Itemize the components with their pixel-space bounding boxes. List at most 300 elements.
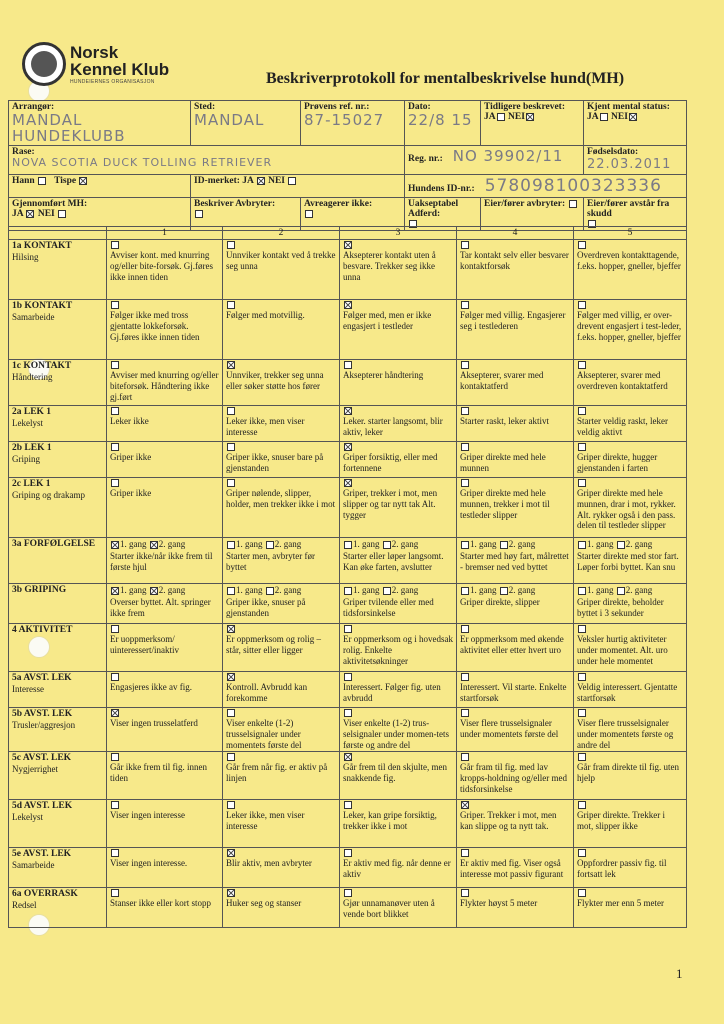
checkbox-tidligere-nei[interactable]: [526, 113, 534, 121]
section-name: Håndtering: [12, 371, 53, 382]
option-cell: [574, 584, 687, 624]
option-checkbox[interactable]: [461, 709, 469, 717]
section-code: 3b GRIPING: [12, 585, 67, 595]
row-label: [9, 538, 107, 584]
option-checkbox[interactable]: [578, 625, 586, 633]
option-checkbox[interactable]: [578, 361, 586, 369]
option-cell: [340, 708, 457, 752]
option-cell: [574, 300, 687, 360]
section-code: 1c KONTAKT: [12, 361, 72, 371]
option-cell: [223, 624, 340, 672]
option-checkbox[interactable]: [383, 587, 391, 595]
option-checkbox[interactable]: [227, 301, 235, 309]
checkbox-kjent-nei[interactable]: [629, 113, 637, 121]
gang-label: 2. gang: [274, 539, 302, 549]
option-text: Følger med, men er ikke engasjert i testleder: [343, 310, 432, 331]
option-cell: [107, 752, 223, 800]
option-text: Leker, kan gripe forsiktig, trekker ikke i mot: [343, 810, 437, 832]
option-text: Er aktiv med fig. Viser også interesse mot passiv figurant: [460, 858, 564, 880]
option-cell: [457, 300, 574, 360]
option-checkbox[interactable]: [344, 801, 352, 809]
option-text: Starter ikke/når ikke frem til første hjul: [110, 550, 213, 572]
option-cell: [574, 240, 687, 300]
option-checkbox[interactable]: [344, 479, 352, 487]
option-text: Griper ikke, snuser på gjenstanden: [226, 596, 306, 618]
option-cell: [107, 848, 223, 888]
table-row: [9, 624, 687, 672]
option-text: Viser enkelte (1-2) trusselsignaler under momentets første del: [226, 718, 302, 750]
option-checkbox[interactable]: [578, 849, 586, 857]
option-cell: [340, 240, 457, 300]
gang-label: 1. gang: [587, 585, 614, 595]
avreagerer-cell: Avreagerer ikke:: [301, 198, 405, 231]
option-text: Oppfordrer passiv fig. til fortsatt lek: [577, 858, 667, 880]
option-checkbox[interactable]: [111, 541, 119, 549]
option-text: Starter direkte med stor fart. Løper forbi byttet. Kan snu: [577, 550, 679, 572]
option-checkbox[interactable]: [578, 479, 586, 487]
option-cell: [223, 888, 340, 928]
option-cell: [457, 406, 574, 442]
option-text: Griper direkte med hele munnen, drar i mot, rykker. Alt. rykker også i den pass. delen til testleder slipper: [577, 488, 676, 531]
table-row: [9, 442, 687, 478]
hundens-id-value: 578098100323336: [484, 176, 662, 196]
option-checkbox[interactable]: [111, 709, 119, 717]
option-checkbox[interactable]: [383, 541, 391, 549]
option-checkbox[interactable]: [578, 241, 586, 249]
reg-cell: Reg. nr.: NO 39902/11: [405, 146, 584, 175]
option-checkbox[interactable]: [111, 889, 119, 897]
option-checkbox[interactable]: [461, 443, 469, 451]
row-label: [9, 800, 107, 848]
row-label: [9, 672, 107, 708]
option-text: Tar kontakt selv eller besvarer kontaktforsøk: [460, 250, 569, 271]
checkbox-idmerket-ja[interactable]: [257, 177, 265, 185]
kjonn-cell: Hann Tispe: [9, 175, 191, 198]
org-subtitle: HUNDEIERNES ORGANISASJON: [70, 79, 155, 85]
option-checkbox[interactable]: [150, 541, 158, 549]
option-cell: [340, 406, 457, 442]
checkbox-eierforer[interactable]: [569, 200, 577, 208]
option-checkbox[interactable]: [461, 625, 469, 633]
option-text: Huker seg og stanser: [226, 898, 302, 909]
option-cell: [107, 360, 223, 406]
option-cell: [574, 538, 687, 584]
option-text: Gjør unnamanøver uten å vende bort blikket: [343, 898, 435, 920]
option-text: Viser ingen interesse.: [110, 858, 188, 869]
option-cell: [574, 360, 687, 406]
option-cell: [340, 584, 457, 624]
checkbox-avreagerer[interactable]: [305, 210, 313, 218]
option-checkbox[interactable]: [344, 541, 352, 549]
option-text: Griper direkte, slipper: [460, 596, 540, 607]
row-label: [9, 848, 107, 888]
option-text: Overser byttet. Alt. springer ikke frem: [110, 596, 211, 618]
option-cell: [107, 538, 223, 584]
reg-value: NO 39902/11: [452, 147, 564, 165]
option-text: Følger med motvillig.: [226, 310, 305, 320]
row-label: [9, 360, 107, 406]
option-checkbox[interactable]: [227, 241, 235, 249]
row-label: [9, 584, 107, 624]
option-cell: [457, 360, 574, 406]
option-text: Unnviker, trekker seg unna eller søker støtte hos fører: [226, 370, 324, 391]
option-checkbox[interactable]: [227, 673, 235, 681]
option-text: Veldig interessert. Gjentatte startforsøk: [577, 682, 678, 703]
section-name: Griping og drakamp: [12, 489, 85, 500]
gang-label: 1. gang: [587, 539, 614, 549]
option-cell: [457, 708, 574, 752]
row-label: [9, 300, 107, 360]
option-cell: [340, 848, 457, 888]
option-text: Leker. starter langsomt, blir aktiv, leker: [343, 416, 443, 437]
table-row: [9, 708, 687, 752]
gang-label: 2. gang: [508, 539, 536, 549]
dato-value: 22/8 15: [408, 111, 473, 129]
option-checkbox[interactable]: [578, 801, 586, 809]
option-cell: [107, 800, 223, 848]
option-text: Griper ikke: [110, 452, 152, 462]
rase-cell: Rase: NOVA SCOTIA DUCK TOLLING RETRIEVER: [9, 146, 405, 175]
option-cell: [340, 538, 457, 584]
section-name: Lekelyst: [12, 417, 43, 428]
section-code: 2a LEK 1: [12, 407, 52, 417]
assessment-table: [8, 226, 687, 928]
option-checkbox[interactable]: [344, 849, 352, 857]
section-name: Lekelyst: [12, 812, 43, 823]
option-checkbox[interactable]: [344, 587, 352, 595]
kjent-cell: Kjent mental status: JA NEI: [584, 101, 687, 146]
eieravstar-cell: Eier/fører avstår fra skudd: [584, 198, 687, 231]
option-text: Unnviker kontakt ved å trekke seg unna: [226, 250, 336, 271]
row-label: [9, 624, 107, 672]
option-cell: [457, 240, 574, 300]
option-cell: [574, 442, 687, 478]
option-checkbox[interactable]: [461, 889, 469, 897]
option-checkbox[interactable]: [344, 407, 352, 415]
option-cell: [574, 708, 687, 752]
gang-label: 1. gang: [353, 585, 380, 595]
gang-label: 2. gang: [625, 585, 653, 595]
fodsel-cell: Fødselsdato: 22.03.2011: [584, 146, 687, 175]
option-text: Griper ikke, snuser bare på gjenstanden: [226, 452, 324, 473]
gjennomfort-cell: Gjennomført MH: JA NEI: [9, 198, 191, 231]
option-checkbox[interactable]: [578, 443, 586, 451]
option-text: Engasjeres ikke av fig.: [110, 682, 192, 692]
option-checkbox[interactable]: [461, 241, 469, 249]
option-checkbox[interactable]: [461, 801, 469, 809]
provens-value: 87-15027: [304, 111, 385, 129]
option-checkbox[interactable]: [578, 753, 586, 761]
section-name: Redsel: [12, 900, 37, 911]
option-checkbox[interactable]: [227, 801, 235, 809]
option-cell: [457, 442, 574, 478]
option-cell: [457, 848, 574, 888]
option-text: Går frem til den skjulte, men snakkende fig.: [343, 762, 447, 784]
row-label: [9, 708, 107, 752]
option-checkbox[interactable]: [344, 889, 352, 897]
option-cell: [574, 800, 687, 848]
option-text: Viser flere trusselsignaler under momentets første og andre del: [577, 718, 674, 750]
option-checkbox[interactable]: [344, 443, 352, 451]
option-checkbox[interactable]: [578, 407, 586, 415]
option-checkbox[interactable]: [227, 849, 235, 857]
section-name: Nygjerrighet: [12, 764, 58, 775]
option-checkbox[interactable]: [111, 801, 119, 809]
column-header-4: 4: [457, 227, 574, 240]
section-code: 2c LEK 1: [12, 479, 51, 489]
option-checkbox[interactable]: [227, 709, 235, 717]
option-text: Følger med villig, er over-drevent engasjert i test-leder, f.eks. hopper, gneller, bjeffer: [577, 310, 682, 342]
gang-label: 2. gang: [391, 539, 419, 549]
option-checkbox[interactable]: [227, 541, 235, 549]
option-checkbox[interactable]: [578, 301, 586, 309]
section-code: 6a OVERRASK: [12, 889, 78, 900]
option-text: Følger ikke med tross gjentatte lokkeforsøk. Gj.føres ikke innen tiden: [110, 310, 200, 342]
option-text: Viser enkelte (1-2) trus-selsignaler under momen-tets første og andre del: [343, 718, 449, 750]
option-checkbox[interactable]: [227, 587, 235, 595]
document-title: Beskriverprotokoll for mentalbeskrivelse hund(MH): [266, 70, 625, 87]
gang-label: 1. gang: [120, 585, 147, 595]
checkbox-avbryter[interactable]: [195, 210, 203, 218]
option-cell: [223, 800, 340, 848]
section-name: Trusler/aggresjon: [12, 719, 76, 730]
table-row: [9, 240, 687, 300]
org-name-block: [70, 44, 169, 85]
gang-label: 1. gang: [470, 539, 497, 549]
section-code: 5d AVST. LEK: [12, 801, 73, 812]
option-checkbox[interactable]: [578, 541, 586, 549]
option-text: Aksepterer kontakt uten å besvare. Trekker seg ikke unna: [343, 250, 436, 282]
option-text: Går fram til fig. med lav kropps-holdning og/eller med tidsforsinkelse: [460, 762, 567, 794]
option-cell: [223, 538, 340, 584]
dato-cell: Dato: 22/8 15: [405, 101, 481, 146]
option-text: Griper direkte, beholder byttet i 3 sekunder: [577, 596, 664, 618]
option-checkbox[interactable]: [461, 849, 469, 857]
option-cell: [223, 442, 340, 478]
option-text: Viser flere trusselsignaler under momentets første del: [460, 718, 559, 739]
option-cell: [457, 800, 574, 848]
option-cell: [457, 752, 574, 800]
option-cell: [223, 752, 340, 800]
section-code: 5e AVST. LEK: [12, 849, 72, 860]
section-code: 5b AVST. LEK: [12, 709, 73, 719]
option-text: Er oppmerksom med økende aktivitet eller etter hvert uro: [460, 634, 564, 655]
section-code: 1a KONTAKT: [12, 241, 72, 251]
option-checkbox[interactable]: [111, 407, 119, 415]
option-cell: [223, 478, 340, 538]
option-text: Griper direkte med hele munnen: [460, 452, 546, 473]
option-checkbox[interactable]: [227, 443, 235, 451]
option-checkbox[interactable]: [266, 541, 274, 549]
option-checkbox[interactable]: [344, 241, 352, 249]
option-checkbox[interactable]: [111, 241, 119, 249]
option-text: Griper. Trekker i mot, men kan slippe og ta nytt tak.: [460, 810, 557, 832]
option-checkbox[interactable]: [227, 479, 235, 487]
option-cell: [107, 300, 223, 360]
option-checkbox[interactable]: [111, 625, 119, 633]
option-checkbox[interactable]: [461, 301, 469, 309]
option-cell: [574, 406, 687, 442]
option-text: Går fram direkte til fig. uten hjelp: [577, 762, 679, 784]
option-cell: [107, 624, 223, 672]
checkbox-gjennomfort-nei[interactable]: [58, 210, 66, 218]
table-row: [9, 538, 687, 584]
option-text: Følger med villig. Engasjerer seg i testlederen: [460, 310, 566, 331]
section-code: 1b KONTAKT: [12, 301, 73, 311]
arrangor-value: MANDAL HUNDEKLUBB: [12, 111, 126, 145]
option-text: Aksepterer, svarer med overdreven kontaktatferd: [577, 370, 668, 391]
fodsel-value: 22.03.2011: [587, 157, 672, 172]
option-text: Er oppmerksom og rolig – står, sitter eller ligger: [226, 634, 321, 655]
option-cell: [107, 406, 223, 442]
option-text: Går ikke frem til fig. innen tiden: [110, 762, 207, 784]
table-row: [9, 888, 687, 928]
option-cell: [340, 624, 457, 672]
option-checkbox[interactable]: [344, 673, 352, 681]
row-label: [9, 478, 107, 538]
option-text: Starter eller løper langsomt. Kan øke farten, avslutter: [343, 550, 444, 572]
option-checkbox[interactable]: [578, 889, 586, 897]
option-cell: [457, 538, 574, 584]
option-checkbox[interactable]: [227, 753, 235, 761]
option-cell: [574, 478, 687, 538]
option-cell: [223, 300, 340, 360]
option-checkbox[interactable]: [344, 753, 352, 761]
option-checkbox[interactable]: [111, 849, 119, 857]
option-cell: [223, 672, 340, 708]
option-checkbox[interactable]: [344, 301, 352, 309]
option-cell: [574, 672, 687, 708]
option-checkbox[interactable]: [461, 673, 469, 681]
option-checkbox[interactable]: [578, 673, 586, 681]
option-cell: [574, 752, 687, 800]
option-checkbox[interactable]: [461, 407, 469, 415]
sted-value: MANDAL: [194, 111, 265, 129]
option-checkbox[interactable]: [578, 587, 586, 595]
option-cell: [457, 478, 574, 538]
option-text: Griper forsiktig, eller med fortennene: [343, 452, 438, 473]
gang-label: 1. gang: [120, 539, 147, 549]
checkbox-idmerket-nei[interactable]: [288, 177, 296, 185]
option-checkbox[interactable]: [227, 361, 235, 369]
column-header-5: 5: [574, 227, 687, 240]
row-label: [9, 406, 107, 442]
option-checkbox[interactable]: [461, 361, 469, 369]
checkbox-tispe[interactable]: [79, 177, 87, 185]
option-text: Viser ingen interesse: [110, 810, 185, 821]
option-checkbox[interactable]: [461, 587, 469, 595]
option-checkbox[interactable]: [227, 889, 235, 897]
section-code: 4 AKTIVITET: [12, 625, 73, 635]
option-checkbox[interactable]: [461, 479, 469, 487]
option-text: Griper direkte. Trekker i mot, slipper ikke: [577, 810, 665, 832]
option-checkbox[interactable]: [111, 361, 119, 369]
hundens-id-cell: Hundens ID-nr.: 578098100323336: [405, 175, 687, 198]
option-cell: [457, 672, 574, 708]
option-checkbox[interactable]: [578, 709, 586, 717]
option-checkbox[interactable]: [344, 361, 352, 369]
gang-label: 2. gang: [508, 585, 536, 595]
option-checkbox[interactable]: [111, 301, 119, 309]
option-text: Flykter høyst 5 meter: [460, 898, 538, 909]
table-row: [9, 406, 687, 442]
checkbox-hann[interactable]: [38, 177, 46, 185]
table-row: [9, 848, 687, 888]
option-checkbox[interactable]: [111, 587, 119, 595]
option-checkbox[interactable]: [617, 587, 625, 595]
checkbox-gjennomfort-ja[interactable]: [26, 210, 34, 218]
option-text: Starter med høy fart, målrettet - bremser ned ved byttet: [460, 550, 569, 572]
option-cell: [223, 240, 340, 300]
option-text: Går frem når fig. er aktiv på linjen: [226, 762, 328, 784]
option-cell: [107, 240, 223, 300]
option-text: Griper tvilende eller med tidsforsinkelse: [343, 596, 434, 618]
option-checkbox[interactable]: [344, 625, 352, 633]
option-checkbox[interactable]: [344, 709, 352, 717]
option-checkbox[interactable]: [150, 587, 158, 595]
option-checkbox[interactable]: [266, 587, 274, 595]
option-text: Leker ikke, men viser interesse: [226, 416, 305, 437]
option-checkbox[interactable]: [227, 625, 235, 633]
option-text: Griper nølende, slipper, holder, men trekker ikke i mot: [226, 488, 336, 509]
row-label: [9, 752, 107, 800]
option-text: Griper direkte, hugger gjenstanden i farten: [577, 452, 658, 473]
option-text: Leker ikke, men viser interesse: [226, 810, 305, 832]
option-checkbox[interactable]: [461, 753, 469, 761]
uakseptabel-cell: Uakseptabel Adferd:: [405, 198, 481, 231]
option-text: Avviser med knurring og/eller biteforsøk. Håndtering ikke gj.ført: [110, 370, 219, 402]
gang-label: 2. gang: [391, 585, 419, 595]
option-text: Overdreven kontakttagende, f.eks. hopper, gneller, bjeffer: [577, 250, 681, 271]
option-text: Er oppmerksom og i hovedsak rolig. Enkelte aktivitetsøkninger: [343, 634, 453, 666]
option-checkbox[interactable]: [111, 479, 119, 487]
option-checkbox[interactable]: [111, 673, 119, 681]
option-text: Viser ingen trusselatferd: [110, 718, 198, 728]
row-label: [9, 888, 107, 928]
option-cell: [107, 708, 223, 752]
option-text: Leker ikke: [110, 416, 149, 426]
section-name: Griping: [12, 453, 40, 464]
option-checkbox[interactable]: [227, 407, 235, 415]
option-cell: [340, 360, 457, 406]
option-cell: [223, 360, 340, 406]
tidligere-cell: Tidligere beskrevet: JA NEI: [481, 101, 584, 146]
option-text: Griper ikke: [110, 488, 152, 498]
option-cell: [574, 848, 687, 888]
option-text: Starter veldig raskt, leker veldig aktivt: [577, 416, 668, 437]
option-checkbox[interactable]: [617, 541, 625, 549]
option-text: Veksler hurtig aktiviteter under momentet. Alt. uro under hele momentet: [577, 634, 668, 666]
option-checkbox[interactable]: [500, 587, 508, 595]
option-text: Starter raskt, leker aktivt: [460, 416, 549, 426]
option-cell: [340, 800, 457, 848]
option-text: Griper, trekker i mot, men slipper og tar nytt tak Alt. tygger: [343, 488, 438, 520]
option-text: Interessert. Følger fig. uten avbrudd: [343, 682, 441, 703]
checkbox-kjent-ja[interactable]: [600, 113, 608, 121]
section-code: 2b LEK 1: [12, 443, 52, 453]
avbryter-cell: Beskriver Avbryter:: [191, 198, 301, 231]
option-checkbox[interactable]: [500, 541, 508, 549]
option-text: Aksepterer, svarer med kontaktatferd: [460, 370, 544, 391]
section-code: 5c AVST. LEK: [12, 753, 72, 764]
table-row: [9, 672, 687, 708]
option-checkbox[interactable]: [111, 443, 119, 451]
option-checkbox[interactable]: [111, 753, 119, 761]
row-label: [9, 442, 107, 478]
option-checkbox[interactable]: [461, 541, 469, 549]
section-name: Samarbeide: [12, 311, 55, 322]
checkbox-tidligere-ja[interactable]: [497, 113, 505, 121]
